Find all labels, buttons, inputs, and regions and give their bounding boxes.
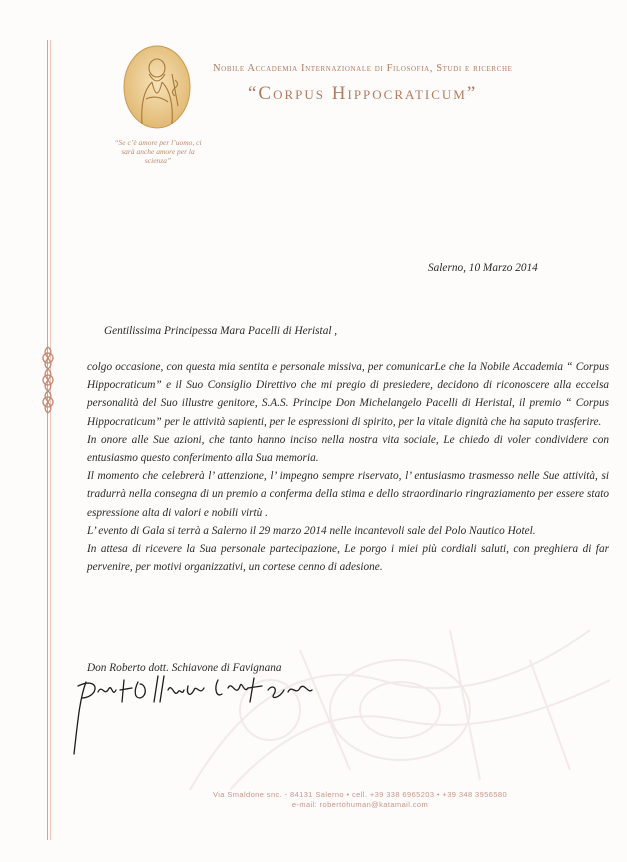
margin-rule-inner: [50, 40, 51, 840]
footer-contact: [140, 790, 580, 810]
letter-paragraph: colgo occasione, con questa mia sentita e personale missiva, per comunicarLe che la Nobile Accademia “ Corpus Hippocraticum” e il Suo Consiglio Direttivo che mi pregio di presiedere, decidono di riconoscere alla eccelsa personalità del Suo illustre genitore, S.A.S. Principe Don Michelangelo Pacelli di Heristal, il premio “ Corpus Hippocraticum” per le attività sapienti, per le espressioni di spirito, per la vitale dignità che ha saputo trasferire.: [87, 361, 609, 428]
letter-salutation: Gentilissima Principessa Mara Pacelli di Heristal ,: [104, 325, 338, 337]
letter-paragraph: In attesa di ricevere la Sua personale partecipazione, Le porgo i miei più cordiali saluti, con preghiera di far pervenire, per motivi organizzativi, un cortese cenno di adesione.: [87, 543, 609, 574]
letter-paragraph: In onore alle Sue azioni, che tanto hanno inciso nella nostra vita sociale, Le chiedo di voler condividere con entusiasmo questo conferimento alla Sua memoria.: [87, 433, 609, 465]
hippocrates-medallion-icon: [122, 44, 192, 130]
letter-paragraph: Il momento che celebrerà l’ attenzione, l’ impegno sempre riservato, l’ entusiasmo trasmesso nelle Sue attività, si tradurrà nella consegna di un premio a conferma della stima e dello straordinario ringraziamento per essere stato espressione alta di valori e nobili virtù .: [87, 470, 609, 519]
letter-date: Salerno, 10 Marzo 2014: [428, 262, 538, 274]
handwritten-signature-icon: [68, 668, 318, 758]
celtic-knot-ornament-icon: [33, 345, 63, 415]
margin-rule: [47, 40, 48, 840]
academy-name: Nobile Accademia Internazionale di Filosofia, Studi e ricerche: [213, 63, 513, 74]
footer-address: Via Smaldone snc. - 84131 Salerno • cell. +39 338 6965203 • +39 348 3956580: [212, 790, 508, 799]
letter-body: [87, 358, 609, 576]
footer-email: e-mail: robertohuman@katamail.com: [291, 800, 429, 809]
letter-paragraph: L’ evento di Gala si terrà a Salerno il 29 marzo 2014 nelle incantevoli sale del Polo Nautico Hotel.: [87, 524, 536, 537]
academy-motto: “Se c’è amore per l’uomo, ci sarà anche amore per la scienza”: [114, 138, 202, 165]
sender-name: Don Roberto dott. Schiavone di Favignana: [87, 662, 282, 674]
page-title: “Corpus Hippocraticum”: [248, 83, 478, 104]
